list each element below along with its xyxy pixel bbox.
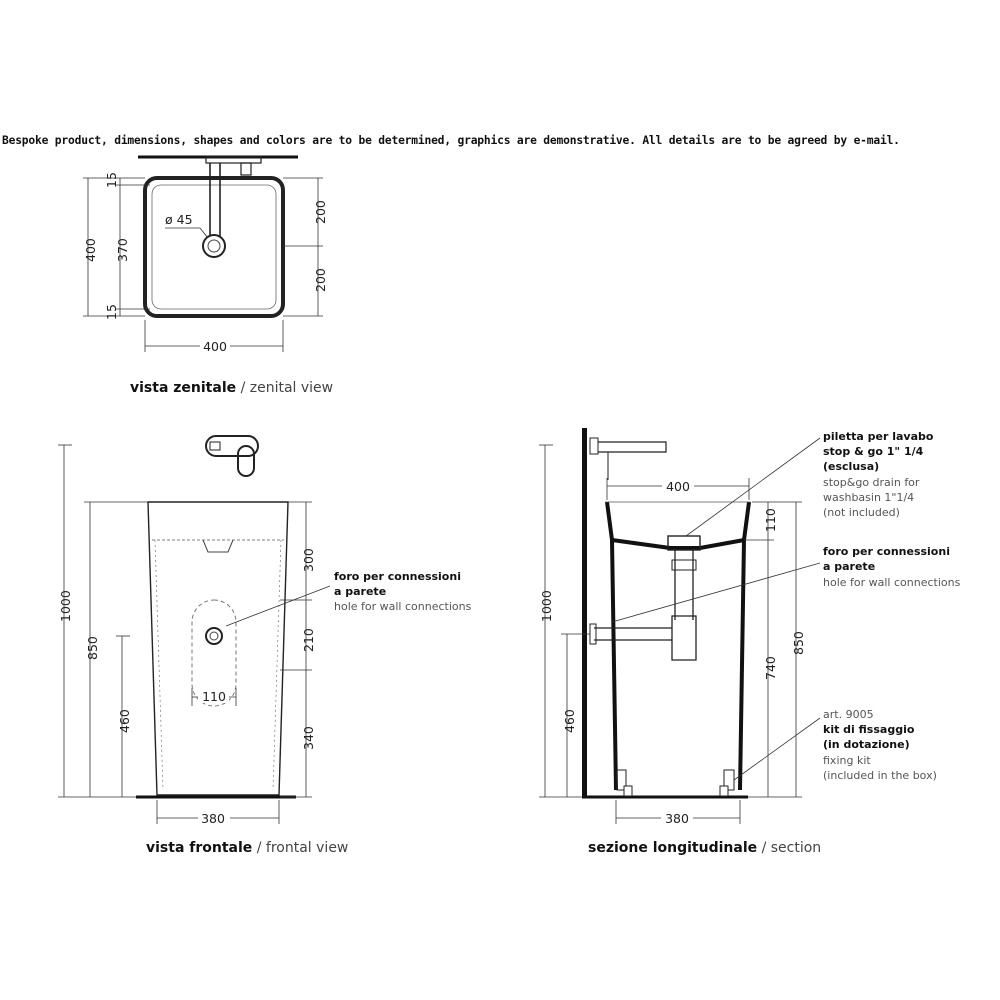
kit-note-it-1: art. 9005 [823,708,874,721]
section-body-height: 850 [791,631,806,655]
frontal-note-it-1: foro per connessioni [334,570,461,583]
zenital-total-height: 400 [83,238,98,262]
section-view [539,428,961,856]
drain-note-en-2: washbasin 1"1/4 [823,491,915,504]
zenital-top-rim: 15 [104,172,119,188]
kit-note-it-3: (in dotazione) [823,738,910,751]
basin-top-outline [145,178,283,316]
drain-note-en-1: stop&go drain for [823,476,920,489]
zenital-width: 400 [203,339,227,354]
section-hole-height: 460 [562,709,577,733]
section-base-width: 380 [665,811,689,826]
section-top-width: 400 [666,479,690,494]
frontal-dim-300: 300 [301,548,316,572]
kit-note-en-1: fixing kit [823,754,871,767]
hole-width-label: 110 [202,689,226,704]
frontal-caption: vista frontale / frontal view [146,840,349,856]
section-total-height: 1000 [539,590,554,622]
drain-diameter-label: ø 45 [165,212,193,227]
kit-note-en-2: (included in the box) [823,769,937,782]
zenital-view [83,157,333,396]
frontal-body-height: 850 [85,636,100,660]
section-wall [582,428,587,798]
frontal-hole-height: 460 [117,709,132,733]
zenital-half-bottom: 200 [313,268,328,292]
wall-note-en: hole for wall connections [823,576,961,589]
frontal-note-it-2: a parete [334,585,387,598]
section-caption: sezione longitudinale / section [588,840,822,856]
zenital-caption: vista zenitale / zenital view [130,380,334,396]
zenital-bottom-rim: 15 [104,304,119,320]
zenital-half-top: 200 [313,200,328,224]
drain-note-it-2: stop & go 1" 1/4 [823,445,924,458]
section-rim-height: 110 [763,508,778,532]
frontal-note-en: hole for wall connections [334,600,472,613]
drain-note-it-3: (esclusa) [823,460,880,473]
zenital-inner-height: 370 [115,238,130,262]
drain-note-it-1: piletta per lavabo [823,430,934,443]
frontal-dim-340: 340 [301,726,316,750]
frontal-total-height: 1000 [58,590,73,622]
kit-note-it-2: kit di fissaggio [823,723,915,736]
wall-note-it-2: a parete [823,560,876,573]
notice-text: Bespoke product, dimensions, shapes and colors are to be determined, graphics are demonstrative. All details are to be agreed by e-mail. [2,134,900,147]
drain-note-en-3: (not included) [823,506,900,519]
frontal-view [58,436,472,856]
frontal-base-width: 380 [201,811,225,826]
drain-circle [203,235,225,257]
wall-note-it-1: foro per connessioni [823,545,950,558]
section-inner-height: 740 [763,656,778,680]
frontal-dim-210: 210 [301,628,316,652]
frontal-body-outline [148,502,288,795]
